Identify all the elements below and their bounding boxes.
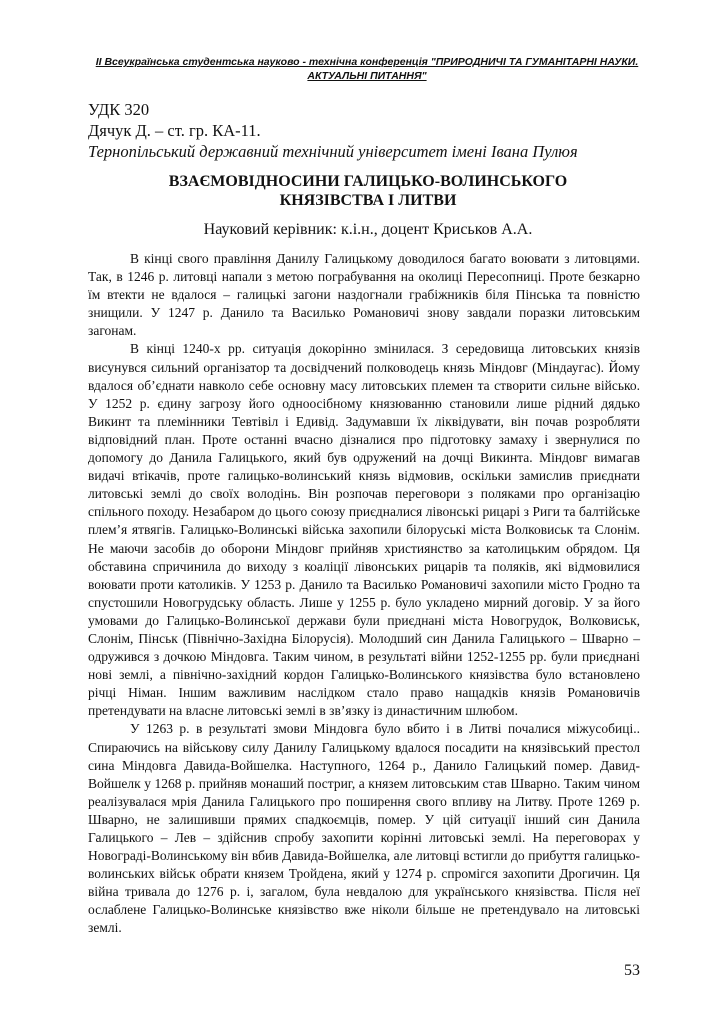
udc-code: УДК 320 xyxy=(88,100,150,119)
article-meta xyxy=(88,99,648,162)
title-line-1: ВЗАЄМОВІДНОСИНИ ГАЛИЦЬКО-ВОЛИНСЬКОГО xyxy=(168,173,568,190)
paragraph: В кінці свого правління Данилу Галицькому доводилося багато воювати з литовцями. Так, в 1246 р. литовці напали з метою пограбування на околиці Пересопниці. Проте безкарно їм втекти не вдалося – галицькі загони наздогнали грабіжників біля Пінська та повністю знищили. У 1247 р. Данило та Василько Романовичі знову завдали поразки литовським загонам. xyxy=(88,251,640,339)
title-line-2: КНЯЗІВСТВА І ЛИТВИ xyxy=(279,192,457,209)
running-head-line-1: II Всеукраїнська студентська науково - технічна конференція "ПРИРОДНИЧІ ТА ГУМАНІТАРНІ НАУКИ. xyxy=(95,56,639,68)
article-body xyxy=(88,250,640,938)
article-title xyxy=(88,172,648,210)
supervisor-line: Науковий керівник: к.і.н., доцент Криськов А.А. xyxy=(203,221,533,238)
running-head-line-2: АКТУАЛЬНІ ПИТАННЯ" xyxy=(307,70,427,82)
running-head xyxy=(60,55,674,83)
author-line: Дячук Д. – ст. гр. КА-11. xyxy=(88,121,261,140)
paragraph: В кінці 1240-х рр. ситуація докорінно змінилася. З середовища литовських князів висунувся сильний організатор та досвідчений полководець князь Міндовг (Міндаугас). Йому вдалося об’єднати навколо себе основну масу литовських племен та створити сильне військо. У 1252 р. єдину загрозу його одноосібному князюванню становили лише рідний дядько Викинт та племінники Тевтівіл і Едивід. Задумавши їх ліквідувати, він почав розробляти відповідний план. Проте останні вчасно дізналися про підготовку замаху і звернулися по допомогу до Данила Галицького, який був одружений на дочці Викинта. Міндовг вимагав видачі втікачів, проте галицько-волинський князь відмовив, оскільки замислив приєднати литовські землі до своїх володінь. Він розпочав переговори з поляками про організацію спільного походу. Незабаром до цього союзу приєдналися лівонські рицарі з Риги та балтійське плем’я ятвягів. Галицько-Волинські війська захопили білоруські міста Волковиськ та Слонім. Не маючи засобів до оборони Міндовг прийняв християнство за католицьким обрядом. Ця обставина спричинила до виходу з коаліції лівонських рицарів та поляків, які відмовилися воювати проти католиків. У 1253 р. Данило та Василько Романовичі захопили місто Гродно та спустошили Новогрудську область. Лише у 1255 р. було укладено мирний договір. У за його умовами до Галицько-Волинської держави були приєднані міста Новогрудок, Волковиськ, Слонім, Пінськ (Північно-Західна Білорусія). Молодший син Данила Галицького – Шварно – одружився з дочкою Міндовга. Таким чином, в результаті війни 1252-1255 рр. були приєднані нові землі, а північно-західний кордон Галицько-Волинського князівства було встановлено річці Німан. Іншим важливим наслідком стало право нащадків князів Романовичів претендувати на власне литовські землі в зв’язку із династичним шлюбом. xyxy=(88,341,640,719)
paragraph: У 1263 р. в результаті змови Міндовга було вбито і в Литві почалися міжусобиці.. Спираючись на військову силу Данилу Галицькому вдалося посадити на князівський престол сина Міндовга Давида-Войшелка. Наступного, 1264 р., Данило Галицький помер. Давид-Войшелк у 1268 р. прийняв монаший постриг, а князем литовським став Шварно. Таким чином реалізувалася мрія Данила Галицького про поширення свого впливу на Литву. Проте 1269 р. Шварно, не залишивши прямих спадкоємців, помер. У цій ситуації інший син Данила Галицького – Лев – здійснив спробу захопити корінні литовські землі. На переговорах у Новограді-Волинському він вбив Давида-Войшелка, але литовці встигли до прибуття галицько-волинських військ обрати князем Тройдена, який у 1274 р. спромігся захопити Дрогичин. Ця війна тривала до 1276 р. і, загалом, була невдалою для українського князівства. Після неї ослаблене Галицько-Волинське князівство вже ніколи більше не претендувало на литовські землі. xyxy=(88,721,640,936)
institution: Тернопільський державний технічний університет імені Івана Пулюя xyxy=(88,142,578,161)
page-number: 53 xyxy=(624,962,640,979)
